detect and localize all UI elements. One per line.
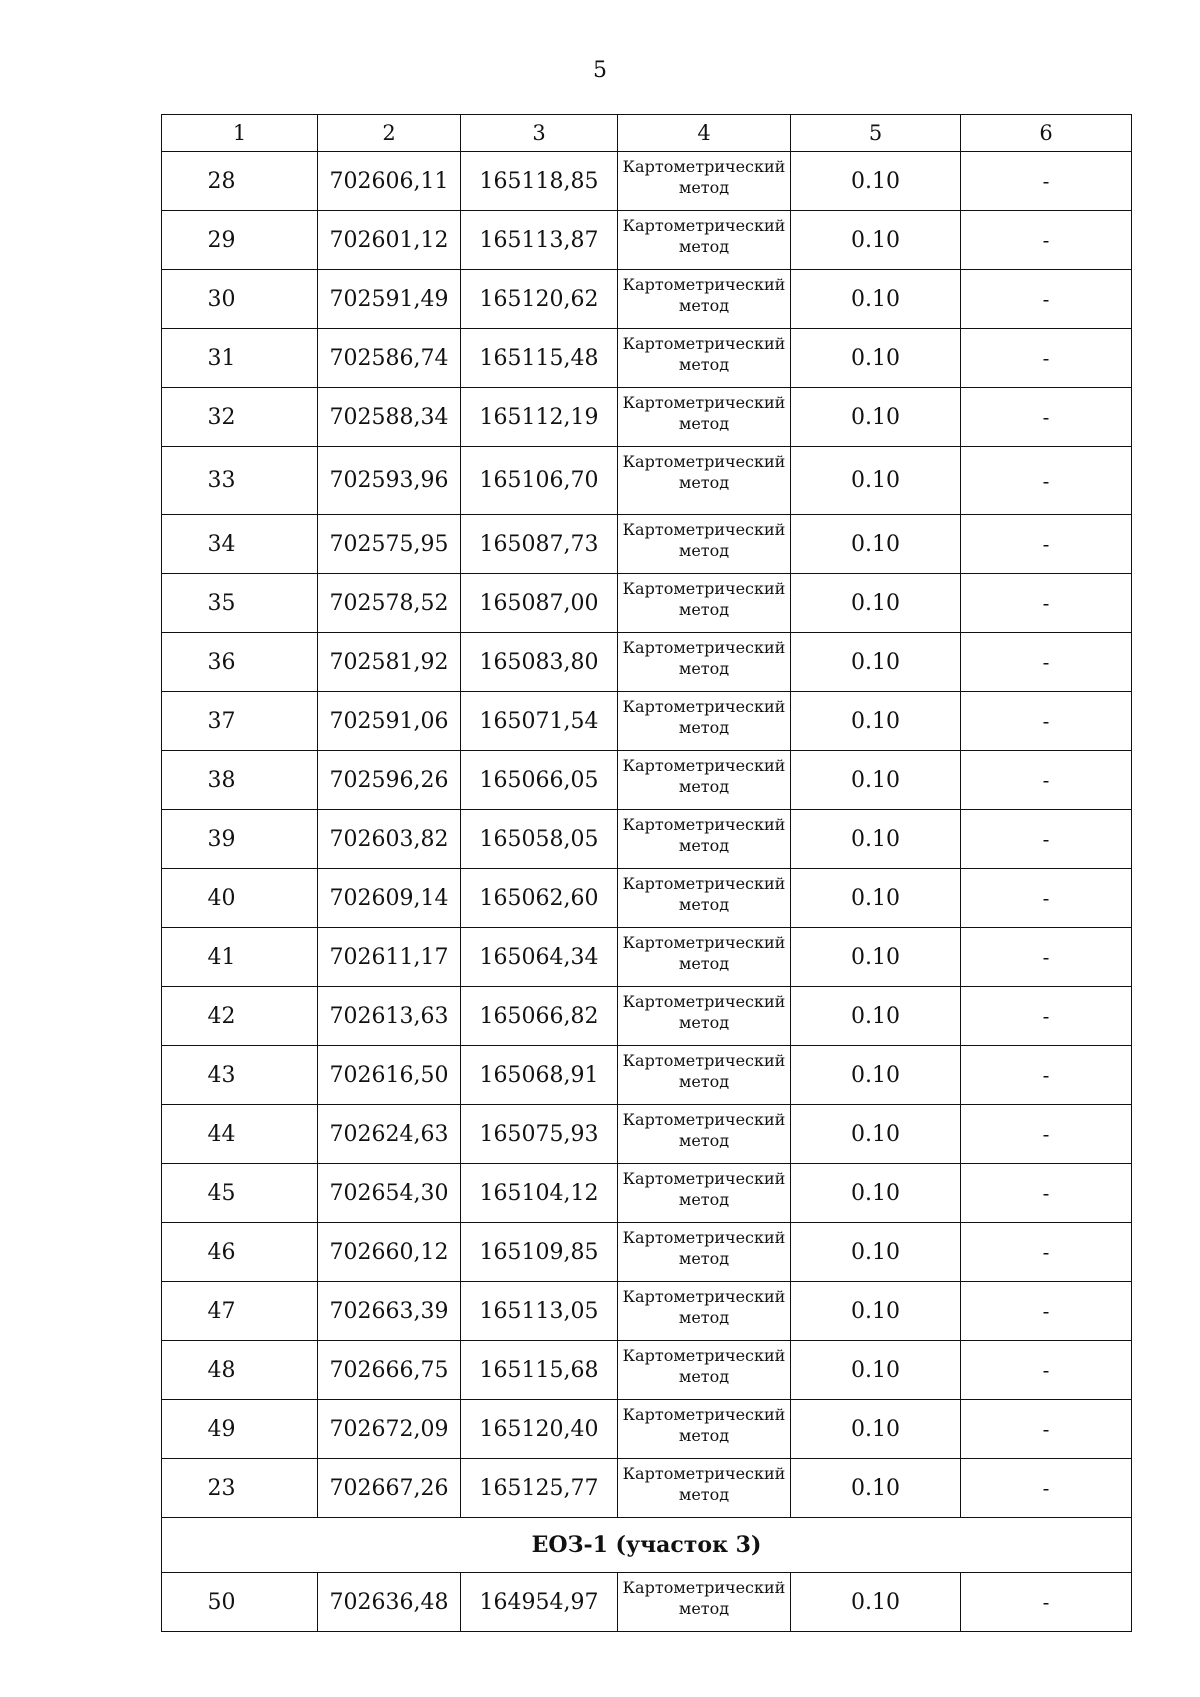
accuracy-cell: 0.10 — [791, 1105, 961, 1164]
x-coordinate-cell: 702591,06 — [318, 692, 461, 751]
y-coordinate-cell: 165120,62 — [461, 270, 618, 329]
y-coordinate-cell: 165113,87 — [461, 211, 618, 270]
y-coordinate-cell: 165068,91 — [461, 1046, 618, 1105]
method-cell — [618, 1046, 791, 1105]
x-coordinate-cell: 702672,09 — [318, 1400, 461, 1459]
accuracy-cell: 0.10 — [791, 1282, 961, 1341]
method-line-1: Картометрический — [622, 1287, 786, 1306]
method-line-2: метод — [678, 1131, 730, 1150]
y-coordinate-cell: 165125,77 — [461, 1459, 618, 1518]
method-line-1: Картометрический — [622, 1110, 786, 1129]
x-coordinate-cell: 702663,39 — [318, 1282, 461, 1341]
point-number-cell: 32 — [162, 388, 318, 447]
accuracy-cell: 0.10 — [791, 928, 961, 987]
table-row — [162, 1573, 1132, 1632]
method-cell — [618, 447, 791, 515]
method-line-1: Картометрический — [622, 216, 786, 235]
method-cell — [618, 1341, 791, 1400]
point-number-cell: 33 — [162, 447, 318, 515]
table-row — [162, 1223, 1132, 1282]
method-cell — [618, 1164, 791, 1223]
point-number-cell: 30 — [162, 270, 318, 329]
method-line-1: Картометрический — [622, 275, 786, 294]
method-line-1: Картометрический — [622, 1346, 786, 1365]
method-line-2: метод — [678, 1190, 730, 1209]
coordinates-table — [161, 114, 1132, 1632]
note-cell: - — [961, 1282, 1132, 1341]
table-row — [162, 447, 1132, 515]
table-row — [162, 633, 1132, 692]
method-line-1: Картометрический — [622, 638, 786, 657]
method-line-1: Картометрический — [622, 933, 786, 952]
accuracy-cell: 0.10 — [791, 1459, 961, 1518]
method-line-2: метод — [678, 777, 730, 796]
table-row — [162, 692, 1132, 751]
table-row — [162, 1105, 1132, 1164]
x-coordinate-cell: 702609,14 — [318, 869, 461, 928]
method-line-2: метод — [678, 659, 730, 678]
y-coordinate-cell: 165120,40 — [461, 1400, 618, 1459]
y-coordinate-cell: 165066,05 — [461, 751, 618, 810]
method-cell — [618, 692, 791, 751]
method-line-1: Картометрический — [622, 1169, 786, 1188]
x-coordinate-cell: 702660,12 — [318, 1223, 461, 1282]
method-cell — [618, 633, 791, 692]
method-line-1: Картометрический — [622, 1464, 786, 1483]
y-coordinate-cell: 165062,60 — [461, 869, 618, 928]
y-coordinate-cell: 165113,05 — [461, 1282, 618, 1341]
y-coordinate-cell: 164954,97 — [461, 1573, 618, 1632]
note-cell: - — [961, 1223, 1132, 1282]
accuracy-cell: 0.10 — [791, 987, 961, 1046]
note-cell: - — [961, 810, 1132, 869]
x-coordinate-cell: 702581,92 — [318, 633, 461, 692]
note-cell: - — [961, 1341, 1132, 1400]
method-cell — [618, 270, 791, 329]
point-number-cell: 42 — [162, 987, 318, 1046]
method-line-2: метод — [678, 1249, 730, 1268]
note-cell: - — [961, 1105, 1132, 1164]
page-number: 5 — [593, 58, 607, 83]
accuracy-cell: 0.10 — [791, 869, 961, 928]
x-coordinate-cell: 702606,11 — [318, 152, 461, 211]
note-cell: - — [961, 633, 1132, 692]
accuracy-cell: 0.10 — [791, 692, 961, 751]
method-line-2: метод — [678, 355, 730, 374]
section-title: ЕОЗ-1 (участок 3) — [162, 1518, 1132, 1573]
x-coordinate-cell: 702611,17 — [318, 928, 461, 987]
method-cell — [618, 388, 791, 447]
x-coordinate-cell: 702654,30 — [318, 1164, 461, 1223]
note-cell: - — [961, 1164, 1132, 1223]
y-coordinate-cell: 165115,68 — [461, 1341, 618, 1400]
note-cell: - — [961, 869, 1132, 928]
method-line-2: метод — [678, 718, 730, 737]
point-number-cell: 31 — [162, 329, 318, 388]
method-line-2: метод — [678, 473, 730, 492]
x-coordinate-cell: 702601,12 — [318, 211, 461, 270]
method-line-1: Картометрический — [622, 1051, 786, 1070]
table-header-row — [162, 115, 1132, 152]
method-line-1: Картометрический — [622, 393, 786, 412]
point-number-cell: 36 — [162, 633, 318, 692]
method-line-2: метод — [678, 1308, 730, 1327]
method-cell — [618, 1282, 791, 1341]
point-number-cell: 47 — [162, 1282, 318, 1341]
y-coordinate-cell: 165064,34 — [461, 928, 618, 987]
y-coordinate-cell: 165106,70 — [461, 447, 618, 515]
x-coordinate-cell: 702591,49 — [318, 270, 461, 329]
note-cell: - — [961, 1400, 1132, 1459]
method-line-2: метод — [678, 237, 730, 256]
method-line-2: метод — [678, 954, 730, 973]
table-row — [162, 1164, 1132, 1223]
table-row — [162, 270, 1132, 329]
method-line-1: Картометрический — [622, 697, 786, 716]
accuracy-cell: 0.10 — [791, 270, 961, 329]
x-coordinate-cell: 702624,63 — [318, 1105, 461, 1164]
point-number-cell: 41 — [162, 928, 318, 987]
table-row — [162, 515, 1132, 574]
point-number-cell: 28 — [162, 152, 318, 211]
y-coordinate-cell: 165115,48 — [461, 329, 618, 388]
x-coordinate-cell: 702636,48 — [318, 1573, 461, 1632]
y-coordinate-cell: 165104,12 — [461, 1164, 618, 1223]
method-line-1: Картометрический — [622, 992, 786, 1011]
table-row — [162, 987, 1132, 1046]
note-cell: - — [961, 751, 1132, 810]
accuracy-cell: 0.10 — [791, 1341, 961, 1400]
point-number-cell: 35 — [162, 574, 318, 633]
column-header: 1 — [162, 115, 318, 152]
x-coordinate-cell: 702593,96 — [318, 447, 461, 515]
table-row — [162, 211, 1132, 270]
point-number-cell: 23 — [162, 1459, 318, 1518]
method-line-1: Картометрический — [622, 815, 786, 834]
x-coordinate-cell: 702588,34 — [318, 388, 461, 447]
method-line-1: Картометрический — [622, 452, 786, 471]
table-row — [162, 1282, 1132, 1341]
accuracy-cell: 0.10 — [791, 1573, 961, 1632]
method-line-1: Картометрический — [622, 1578, 786, 1597]
accuracy-cell: 0.10 — [791, 447, 961, 515]
note-cell: - — [961, 692, 1132, 751]
y-coordinate-cell: 165087,00 — [461, 574, 618, 633]
y-coordinate-cell: 165058,05 — [461, 810, 618, 869]
section-row — [162, 1518, 1132, 1573]
note-cell: - — [961, 928, 1132, 987]
accuracy-cell: 0.10 — [791, 751, 961, 810]
method-cell — [618, 1223, 791, 1282]
note-cell: - — [961, 987, 1132, 1046]
point-number-cell: 40 — [162, 869, 318, 928]
note-cell: - — [961, 447, 1132, 515]
point-number-cell: 50 — [162, 1573, 318, 1632]
point-number-cell: 48 — [162, 1341, 318, 1400]
method-line-1: Картометрический — [622, 1228, 786, 1247]
x-coordinate-cell: 702667,26 — [318, 1459, 461, 1518]
table-row — [162, 329, 1132, 388]
x-coordinate-cell: 702596,26 — [318, 751, 461, 810]
method-line-1: Картометрический — [622, 334, 786, 353]
method-line-2: метод — [678, 1072, 730, 1091]
method-line-1: Картометрический — [622, 1405, 786, 1424]
method-cell — [618, 1105, 791, 1164]
x-coordinate-cell: 702613,63 — [318, 987, 461, 1046]
x-coordinate-cell: 702586,74 — [318, 329, 461, 388]
accuracy-cell: 0.10 — [791, 152, 961, 211]
y-coordinate-cell: 165112,19 — [461, 388, 618, 447]
point-number-cell: 39 — [162, 810, 318, 869]
accuracy-cell: 0.10 — [791, 329, 961, 388]
method-cell — [618, 1573, 791, 1632]
method-line-1: Картометрический — [622, 579, 786, 598]
point-number-cell: 29 — [162, 211, 318, 270]
table-row — [162, 1046, 1132, 1105]
column-header: 5 — [791, 115, 961, 152]
method-line-2: метод — [678, 178, 730, 197]
method-line-1: Картометрический — [622, 520, 786, 539]
y-coordinate-cell: 165071,54 — [461, 692, 618, 751]
column-header: 4 — [618, 115, 791, 152]
method-line-2: метод — [678, 1599, 730, 1618]
method-cell — [618, 810, 791, 869]
accuracy-cell: 0.10 — [791, 633, 961, 692]
method-line-2: метод — [678, 1426, 730, 1445]
table-row — [162, 810, 1132, 869]
method-cell — [618, 1459, 791, 1518]
table-row — [162, 1459, 1132, 1518]
column-header: 2 — [318, 115, 461, 152]
note-cell: - — [961, 1046, 1132, 1105]
accuracy-cell: 0.10 — [791, 574, 961, 633]
x-coordinate-cell: 702578,52 — [318, 574, 461, 633]
accuracy-cell: 0.10 — [791, 1223, 961, 1282]
method-line-2: метод — [678, 541, 730, 560]
table-row — [162, 751, 1132, 810]
x-coordinate-cell: 702603,82 — [318, 810, 461, 869]
point-number-cell: 37 — [162, 692, 318, 751]
point-number-cell: 34 — [162, 515, 318, 574]
method-cell — [618, 515, 791, 574]
method-line-2: метод — [678, 895, 730, 914]
method-line-2: метод — [678, 414, 730, 433]
point-number-cell: 38 — [162, 751, 318, 810]
method-cell — [618, 928, 791, 987]
note-cell: - — [961, 270, 1132, 329]
method-line-2: метод — [678, 1485, 730, 1504]
table-row — [162, 574, 1132, 633]
method-line-2: метод — [678, 1013, 730, 1032]
method-cell — [618, 869, 791, 928]
method-cell — [618, 329, 791, 388]
table-row — [162, 1341, 1132, 1400]
accuracy-cell: 0.10 — [791, 388, 961, 447]
x-coordinate-cell: 702666,75 — [318, 1341, 461, 1400]
method-line-2: метод — [678, 836, 730, 855]
y-coordinate-cell: 165066,82 — [461, 987, 618, 1046]
note-cell: - — [961, 574, 1132, 633]
note-cell: - — [961, 1459, 1132, 1518]
point-number-cell: 49 — [162, 1400, 318, 1459]
note-cell: - — [961, 152, 1132, 211]
method-cell — [618, 987, 791, 1046]
table-row — [162, 152, 1132, 211]
method-cell — [618, 751, 791, 810]
y-coordinate-cell: 165083,80 — [461, 633, 618, 692]
method-cell — [618, 574, 791, 633]
point-number-cell: 43 — [162, 1046, 318, 1105]
table-row — [162, 1400, 1132, 1459]
x-coordinate-cell: 702575,95 — [318, 515, 461, 574]
method-line-2: метод — [678, 296, 730, 315]
note-cell: - — [961, 388, 1132, 447]
point-number-cell: 44 — [162, 1105, 318, 1164]
method-cell — [618, 211, 791, 270]
accuracy-cell: 0.10 — [791, 1046, 961, 1105]
note-cell: - — [961, 1573, 1132, 1632]
column-header: 6 — [961, 115, 1132, 152]
point-number-cell: 45 — [162, 1164, 318, 1223]
accuracy-cell: 0.10 — [791, 1400, 961, 1459]
table-row — [162, 388, 1132, 447]
accuracy-cell: 0.10 — [791, 1164, 961, 1223]
table-row — [162, 928, 1132, 987]
method-line-1: Картометрический — [622, 874, 786, 893]
y-coordinate-cell: 165118,85 — [461, 152, 618, 211]
method-line-2: метод — [678, 1367, 730, 1386]
method-cell — [618, 152, 791, 211]
y-coordinate-cell: 165075,93 — [461, 1105, 618, 1164]
table-row — [162, 869, 1132, 928]
method-line-1: Картометрический — [622, 157, 786, 176]
accuracy-cell: 0.10 — [791, 515, 961, 574]
method-cell — [618, 1400, 791, 1459]
y-coordinate-cell: 165109,85 — [461, 1223, 618, 1282]
accuracy-cell: 0.10 — [791, 810, 961, 869]
y-coordinate-cell: 165087,73 — [461, 515, 618, 574]
note-cell: - — [961, 515, 1132, 574]
method-line-2: метод — [678, 600, 730, 619]
method-line-1: Картометрический — [622, 756, 786, 775]
x-coordinate-cell: 702616,50 — [318, 1046, 461, 1105]
column-header: 3 — [461, 115, 618, 152]
note-cell: - — [961, 329, 1132, 388]
note-cell: - — [961, 211, 1132, 270]
accuracy-cell: 0.10 — [791, 211, 961, 270]
point-number-cell: 46 — [162, 1223, 318, 1282]
